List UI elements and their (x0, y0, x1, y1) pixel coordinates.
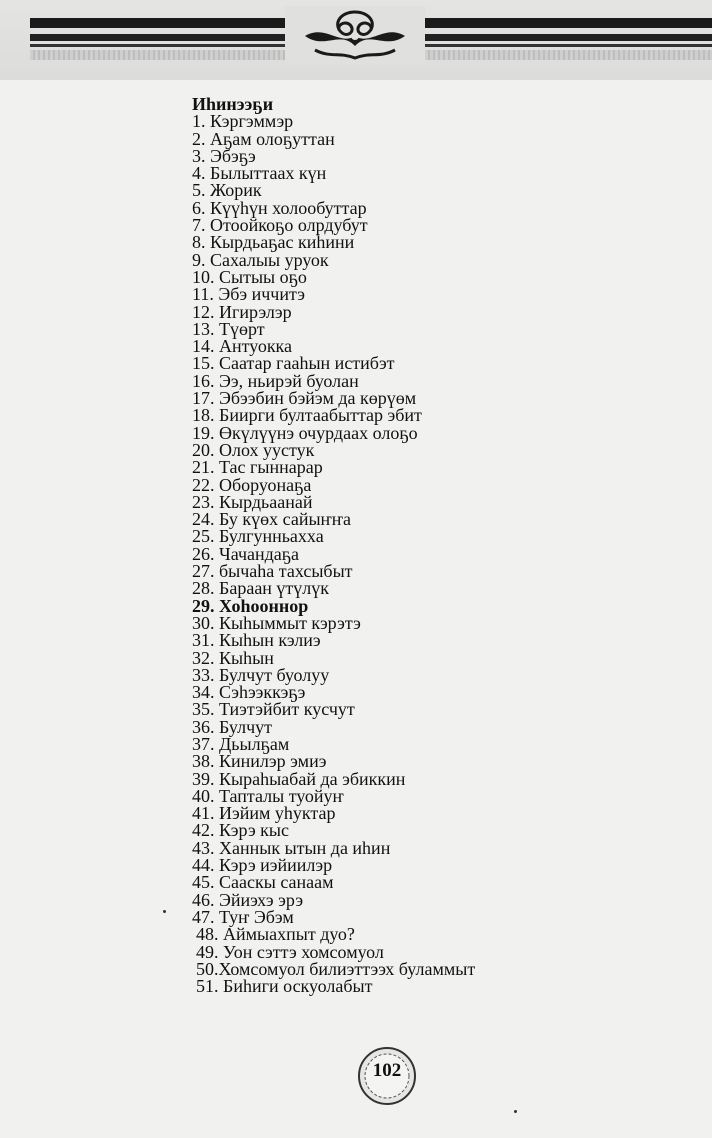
header-ornament-icon (285, 6, 425, 64)
toc-item: 11. Эбэ иччитэ (192, 284, 306, 305)
toc-item: 23. Кырдьаанай (192, 491, 313, 512)
toc-item: 12. Игирэлэр (192, 301, 292, 322)
toc-item: 38. Кинилэр эмиэ (192, 751, 327, 772)
toc-item: 47. Туҥ Эбэм (192, 906, 294, 927)
toc-item: 19. Өкүлүүнэ очурдаах олоҕо (192, 422, 418, 443)
paper-speck (163, 910, 166, 913)
paper-speck (514, 1110, 517, 1113)
toc-item: 39. Кыраhыабай да эбиккин (192, 768, 406, 789)
toc-item: 24. Бу күөх сайыҥҥа (192, 509, 351, 530)
toc-item: 27. бычаhа тахсыбыт (192, 561, 353, 582)
toc-item: 6. Күүhүн холообуттар (192, 197, 367, 218)
toc-item: 9. Сахалыы уруок (192, 249, 329, 270)
toc-item: 34. Сэhээккэҕэ (192, 682, 306, 703)
toc-item: 1. Кэргэммэр (192, 111, 294, 132)
toc-item: 7. Отоойкоҕо олрдубут (192, 215, 368, 236)
page-number: 102 (372, 1060, 402, 1081)
toc-item: 37. Дьылҕам (192, 733, 290, 754)
toc-item: 3. Эбэҕэ (192, 145, 256, 166)
toc-item: 28. Бараан үтүлүк (192, 578, 330, 599)
toc-item: 51. Биhиги оскуолабыт (196, 976, 373, 997)
toc-item: 8. Кырдьаҕас киhини (192, 232, 355, 253)
table-of-contents (192, 96, 612, 995)
toc-item: 35. Тиэтэйбит кусчут (192, 699, 355, 720)
toc-item: 44. Кэрэ иэйиилэр (192, 855, 333, 876)
toc-title: Иhинээҕи (192, 94, 274, 114)
toc-item: 15. Саатар гааhын истибэт (192, 353, 395, 374)
toc-item: 41. Иэйим уhуктар (192, 803, 336, 824)
toc-item: 16. Ээ, ньирэй буолан (192, 370, 359, 391)
toc-item: 49. Уон сэттэ хомсомуол (196, 941, 384, 962)
toc-item: 30. Кыhыммыт кэрэтэ (192, 612, 361, 633)
toc-item: 40. Тапталы туойуҥ (192, 785, 344, 806)
toc-item: 46. Эйиэхэ эрэ (192, 889, 304, 910)
toc-item: 13. Түөрт (192, 318, 265, 339)
toc-item: 4. Былыттаах күн (192, 163, 327, 184)
toc-section-heading: 29. Хоhооннор (192, 595, 309, 616)
toc-item: 10. Сытыы оҕо (192, 266, 307, 287)
toc-item: 17. Эбээбин бэйэм да көрүөм (192, 388, 417, 409)
toc-item: 2. Аҕам олоҕуттан (192, 128, 335, 149)
toc-item: 33. Булчут буолуу (192, 664, 330, 685)
toc-list (192, 113, 612, 995)
toc-item: 20. Олох уустук (192, 439, 315, 460)
toc-item: 25. Булгунньахха (192, 526, 324, 547)
toc-item: 32. Кыhын (192, 647, 274, 668)
toc-item: 48. Аймыахпыт дуо? (196, 924, 355, 945)
toc-item: 36. Булчут (192, 716, 272, 737)
toc-item: 31. Кыhын кэлиэ (192, 630, 321, 651)
toc-item: 14. Антуокка (192, 336, 293, 357)
toc-item: 50.Хомсомуол билиэттээх буламмыт (196, 958, 476, 979)
toc-item: 26. Чачандаҕа (192, 543, 300, 564)
toc-item: 21. Тас гыннарар (192, 457, 323, 478)
toc-item: 18. Биирги бултаабыттар эбит (192, 405, 422, 426)
toc-item: 42. Кэрэ кыс (192, 820, 289, 841)
toc-item: 5. Жорик (192, 180, 262, 201)
toc-item: 43. Ханнык ытын да иhин (192, 837, 391, 858)
toc-item: 45. Сааскы санаам (192, 872, 334, 893)
toc-item: 22. Оборуонаҕа (192, 474, 312, 495)
